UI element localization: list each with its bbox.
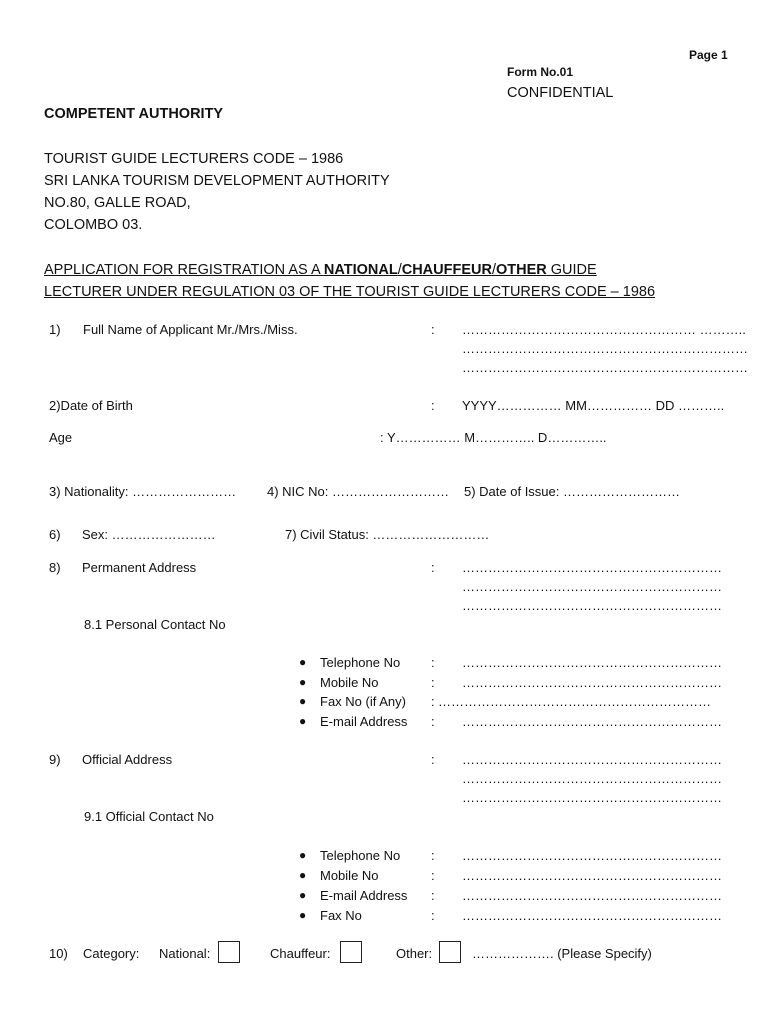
full-name-field[interactable]: …………………………………………………………: [462, 341, 748, 356]
contact-label: Telephone No: [320, 848, 401, 863]
fax-field[interactable]: ………………………………………………………: [438, 694, 711, 709]
official-contact-heading: 9.1 Official Contact No: [84, 809, 214, 824]
chauffeur-checkbox[interactable]: [340, 941, 362, 963]
bullet-icon: ●: [299, 908, 307, 922]
field-number: 6): [49, 527, 61, 542]
form-number: Form No.01: [507, 65, 574, 79]
date-of-issue-field[interactable]: 5) Date of Issue: ………………………: [464, 484, 680, 499]
permanent-address-field[interactable]: ……………………………………………………: [462, 579, 722, 594]
contact-label: Fax No (if Any): [320, 694, 406, 709]
field-number: 1): [49, 322, 61, 337]
application-heading-line1: [44, 262, 597, 278]
category-label: Category:: [83, 946, 140, 961]
telephone-field[interactable]: ……………………………………………………: [462, 655, 722, 670]
bullet-icon: ●: [299, 868, 307, 882]
colon: :: [431, 888, 435, 903]
specify-field[interactable]: ………………. (Please Specify): [472, 946, 652, 961]
nationality-field[interactable]: 3) Nationality: ……………………: [49, 484, 237, 499]
contact-label: Mobile No: [320, 868, 379, 883]
heading-slash: /: [397, 262, 402, 278]
contact-label: Fax No: [320, 908, 362, 923]
sex-field[interactable]: Sex: ……………………: [82, 527, 216, 542]
bullet-icon: ●: [299, 675, 307, 689]
authority-line: NO.80, GALLE ROAD,: [44, 195, 191, 211]
civil-status-field[interactable]: 7) Civil Status: ………………………: [285, 527, 490, 542]
heading-text: APPLICATION FOR REGISTRATION AS A: [44, 262, 324, 278]
colon: :: [431, 655, 435, 670]
bullet-icon: ●: [299, 888, 307, 902]
colon: :: [431, 398, 435, 413]
authority-line: COLOMBO 03.: [44, 217, 143, 233]
permanent-address-field[interactable]: ……………………………………………………: [462, 560, 722, 575]
bullet-icon: ●: [299, 714, 307, 728]
colon: :: [431, 675, 435, 690]
official-address-field[interactable]: ……………………………………………………: [462, 752, 722, 767]
heading-national: NATIONAL: [323, 262, 398, 278]
field-number: 9): [49, 752, 61, 767]
nic-field[interactable]: 4) NIC No: ………………………: [267, 484, 450, 499]
competent-authority-title: COMPETENT AUTHORITY: [44, 106, 224, 122]
mobile-field[interactable]: ……………………………………………………: [462, 675, 722, 690]
full-name-label: Full Name of Applicant Mr./Mrs./Miss.: [83, 322, 298, 337]
heading-text: GUIDE: [546, 262, 597, 278]
email-field[interactable]: ……………………………………………………: [462, 714, 722, 729]
colon: :: [431, 752, 435, 767]
mobile-field[interactable]: ……………………………………………………: [462, 868, 722, 883]
other-label: Other:: [396, 946, 433, 961]
confidential-label: CONFIDENTIAL: [507, 85, 614, 101]
contact-label: E-mail Address: [320, 888, 408, 903]
full-name-field[interactable]: …………………………………………………………: [462, 360, 748, 375]
national-label: National:: [159, 946, 211, 961]
application-heading-line2: LECTURER UNDER REGULATION 03 OF THE TOURIST GUIDE LECTURERS CODE – 1986: [44, 284, 656, 300]
telephone-field[interactable]: ……………………………………………………: [462, 848, 722, 863]
contact-label: Mobile No: [320, 675, 379, 690]
personal-contact-heading: 8.1 Personal Contact No: [84, 617, 226, 632]
colon: :: [431, 868, 435, 883]
colon: :: [431, 560, 435, 575]
bullet-icon: ●: [299, 694, 307, 708]
bullet-icon: ●: [299, 848, 307, 862]
field-number: 10): [49, 946, 68, 961]
authority-line: TOURIST GUIDE LECTURERS CODE – 1986: [44, 151, 344, 167]
official-address-field[interactable]: ……………………………………………………: [462, 771, 722, 786]
email-field[interactable]: ……………………………………………………: [462, 888, 722, 903]
official-address-label: Official Address: [82, 752, 173, 767]
colon: :: [431, 908, 435, 923]
contact-label: E-mail Address: [320, 714, 408, 729]
heading-chauffeur: CHAUFFEUR: [401, 262, 492, 278]
national-checkbox[interactable]: [218, 941, 240, 963]
other-checkbox[interactable]: [439, 941, 461, 963]
colon: :: [431, 322, 435, 337]
official-address-field[interactable]: ……………………………………………………: [462, 790, 722, 805]
full-name-field[interactable]: ……………………………………………… ………..: [462, 322, 746, 337]
age-label: Age: [49, 430, 73, 445]
fax-field[interactable]: ……………………………………………………: [462, 908, 722, 923]
permanent-address-label: Permanent Address: [82, 560, 197, 575]
page-number: Page 1: [689, 48, 728, 62]
age-field[interactable]: : Y…………… M………….. D…………..: [380, 430, 607, 445]
date-of-birth-field[interactable]: YYYY…………… MM…………… DD ………..: [462, 398, 725, 413]
colon: :: [431, 694, 435, 709]
chauffeur-label: Chauffeur:: [270, 946, 331, 961]
date-of-birth-label: 2)Date of Birth: [49, 398, 133, 413]
colon: :: [431, 848, 435, 863]
bullet-icon: ●: [299, 655, 307, 669]
heading-slash: /: [491, 262, 496, 278]
permanent-address-field[interactable]: ……………………………………………………: [462, 598, 722, 613]
field-number: 8): [49, 560, 61, 575]
contact-label: Telephone No: [320, 655, 401, 670]
authority-line: SRI LANKA TOURISM DEVELOPMENT AUTHORITY: [44, 173, 390, 189]
heading-other: OTHER: [495, 262, 547, 278]
colon: :: [431, 714, 435, 729]
